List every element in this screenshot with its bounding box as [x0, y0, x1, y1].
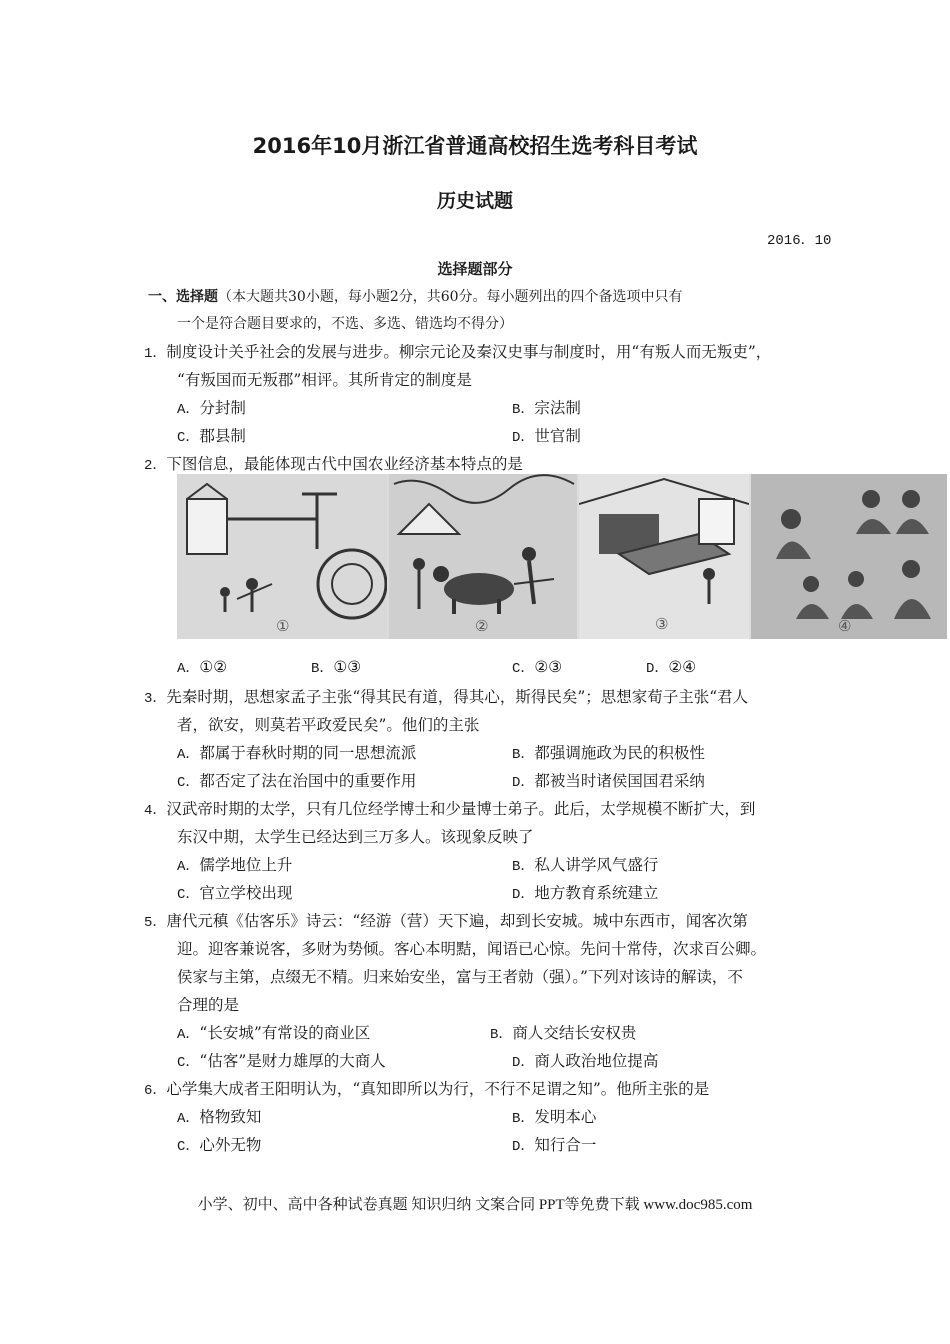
question-1-line2: “有叛国而无叛郡”相评。其所肯定的制度是: [177, 371, 472, 389]
q4-option-d[interactable]: D．地方教育系统建立: [512, 884, 659, 903]
figure-panel-4: [751, 474, 947, 639]
q5-option-d[interactable]: D．商人政治地位提高: [512, 1052, 659, 1071]
q1-option-b[interactable]: B．宗法制: [512, 399, 581, 418]
question-6-line1: 6．心学集大成者王阳明认为，“真知即所以为行，不行不足谓之知”。他所主张的是: [144, 1080, 710, 1099]
q6-option-a[interactable]: A．格物致知: [177, 1108, 262, 1127]
q2-option-d[interactable]: D．②④: [646, 658, 697, 677]
question-2-figure: [177, 474, 947, 639]
question-5-line1: 5．唐代元稹《估客乐》诗云：“经游（营）天下遍，却到长安城。城中东西市，闻客次第: [144, 912, 748, 931]
q5-option-c[interactable]: C．“估客”是财力雄厚的大商人: [177, 1052, 386, 1071]
q6-option-c[interactable]: C．心外无物: [177, 1136, 262, 1155]
q6-option-b[interactable]: B．发明本心: [512, 1108, 597, 1127]
section-desc-2: 一个是符合题目要求的，不选、多选、错选均不得分）: [177, 316, 513, 332]
q1-option-a[interactable]: A．分封制: [177, 399, 246, 418]
q2-option-c[interactable]: C．②③: [512, 658, 563, 677]
figure-label-4: ④: [838, 617, 852, 635]
exam-subtitle: 历史试题: [436, 190, 513, 212]
section-label: 一、选择题: [148, 289, 218, 305]
question-4-line1: 4．汉武帝时期的太学，只有几位经学博士和少量博士弟子。此后，太学规模不断扩大，到: [144, 800, 756, 819]
question-2-line1: 2．下图信息，最能体现古代中国农业经济基本特点的是: [144, 455, 523, 474]
q3-option-a[interactable]: A．都属于春秋时期的同一思想流派: [177, 744, 417, 763]
question-3-line2: 者，欲安，则莫若平政爱民矣”。他们的主张: [177, 716, 480, 734]
q4-option-b[interactable]: B．私人讲学风气盛行: [512, 856, 659, 875]
q3-option-b[interactable]: B．都强调施政为民的积极性: [512, 744, 705, 763]
section-desc-1: （本大题共30小题，每小题2分，共60分。每小题列出的四个备选项中只有: [218, 289, 683, 305]
figure-panel-1: [177, 474, 387, 639]
q3-option-d[interactable]: D．都被当时诸侯国国君采纳: [512, 772, 705, 791]
q1-option-c[interactable]: C．郡县制: [177, 427, 246, 446]
question-3-line1: 3．先秦时期，思想家孟子主张“得其民有道，得其心，斯得民矣”；思想家荀子主张“君人: [144, 688, 749, 707]
question-5-line2: 迎。迎客兼说客，多财为势倾。客心本明黠，闻语已心惊。先问十常侍，次求百公卿。: [177, 940, 767, 958]
q2-option-b[interactable]: B．①③: [311, 658, 362, 677]
exam-title: 2016年10月浙江省普通高校招生选考科目考试: [252, 134, 698, 158]
q4-option-a[interactable]: A．儒学地位上升: [177, 856, 293, 875]
q6-option-d[interactable]: D．知行合一: [512, 1136, 597, 1155]
question-4-line2: 东汉中期，太学生已经达到三万多人。该现象反映了: [177, 828, 534, 846]
figure-label-1: ①: [276, 617, 290, 635]
q3-option-c[interactable]: C．都否定了法在治国中的重要作用: [177, 772, 417, 791]
section-instructions-line1: [148, 286, 683, 306]
footer-note: 小学、初中、高中各种试卷真题 知识归纳 文案合同 PPT等免费下载 www.doc985.com: [197, 1197, 753, 1213]
question-5-line3: 侯家与主第，点缀无不精。归来始安坐，富与王者勍（强）。”下列对该诗的解读，不: [177, 968, 743, 986]
question-1-line1: 1．制度设计关乎社会的发展与进步。柳宗元论及秦汉史事与制度时，用“有叛人而无叛吏”，: [144, 343, 772, 362]
figure-label-2: ②: [475, 617, 489, 635]
figure-panel-2: [389, 474, 577, 639]
exam-date: 2016．10: [767, 233, 832, 249]
q2-option-a[interactable]: A．①②: [177, 658, 228, 677]
figure-label-3: ③: [655, 615, 669, 633]
question-5-line4: 合理的是: [177, 996, 240, 1014]
q4-option-c[interactable]: C．官立学校出现: [177, 884, 293, 903]
q1-option-d[interactable]: D．世官制: [512, 427, 581, 446]
q5-option-a[interactable]: A．“长安城”有常设的商业区: [177, 1024, 371, 1043]
q5-option-b[interactable]: B．商人交结长安权贵: [490, 1024, 637, 1043]
part-heading: 选择题部分: [437, 260, 513, 278]
